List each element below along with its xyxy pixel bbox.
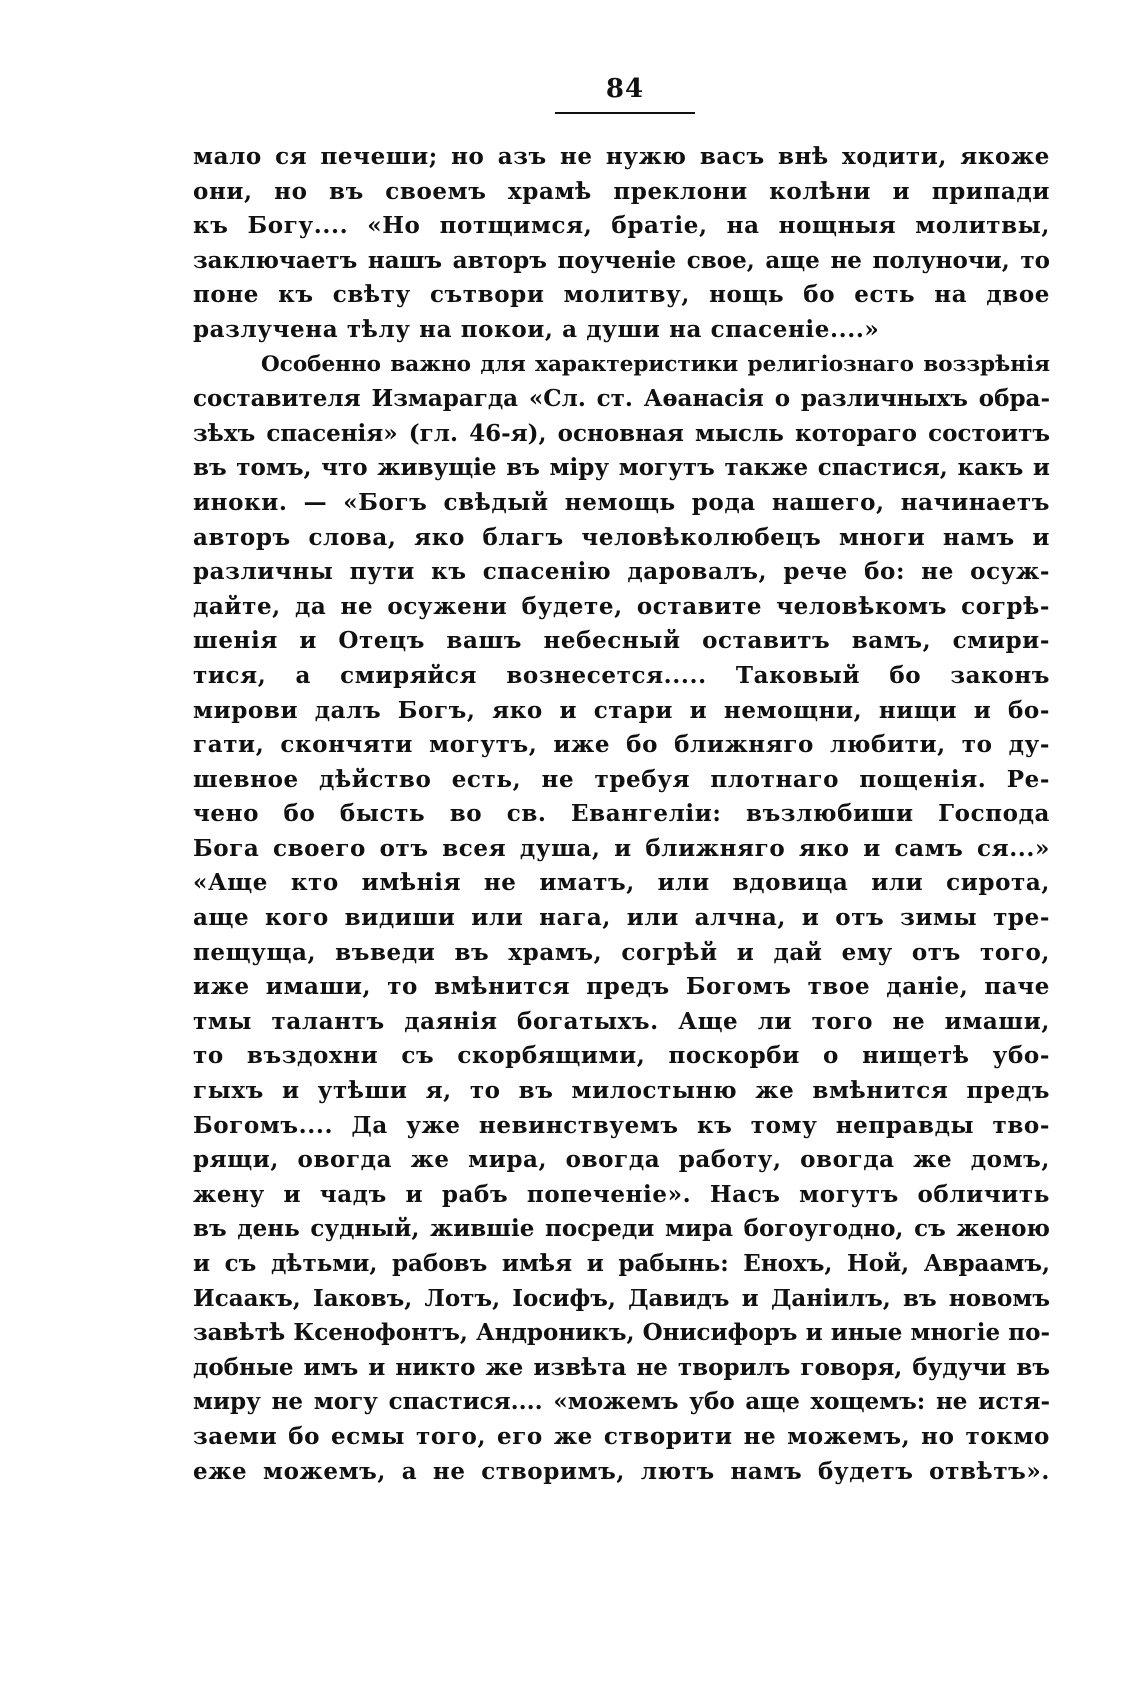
text-line: составителя Измарагда «Сл. ст. Аѳанасія о различныхъ обра-: [193, 385, 1050, 413]
text-line: авторъ слова, яко благъ человѣколюбецъ многи намъ и: [193, 523, 1050, 551]
text-line: дайте, да не осужени будете, оставите человѣкомъ согрѣ-: [193, 592, 1050, 620]
page-number-block: [555, 74, 695, 104]
page-number-rule: [555, 112, 695, 114]
text-line: чено бо бысть во св. Евангеліи: възлюбиши Господа: [193, 800, 1050, 828]
body-text: [193, 140, 1050, 1489]
text-line: Богомъ.... Да уже невинствуемъ къ тому неправды тво-: [193, 1111, 1050, 1139]
text-line: Исаакъ, Іаковъ, Лотъ, Іосифъ, Давидъ и Даніилъ, въ новомъ: [193, 1284, 1050, 1312]
text-line: шенія и Отецъ вашъ небесный оставитъ вамъ, смири-: [193, 627, 1050, 655]
text-line: тмы талантъ даянія богатыхъ. Аще ли того не имаши,: [193, 1007, 1050, 1035]
text-line: то въздохни съ скорбящими, поскорби о нищетѣ убо-: [193, 1042, 1050, 1070]
text-line: пещуща, въведи въ храмъ, согрѣй и дай ему отъ того,: [193, 938, 1050, 966]
text-line: разлучена тѣлу на покои, а души на спасеніе....»: [193, 315, 880, 343]
text-line: гати, скончяти могутъ, иже бо ближняго любити, то ду-: [193, 731, 1050, 759]
text-line: въ томъ, что живущіе въ міру могутъ также спастися, какъ и: [193, 454, 1050, 482]
text-line: иже имаши, то вмѣнится предъ Богомъ твое даніе, паче: [193, 973, 1050, 1001]
text-line: рящи, овогда же мира, овогда работу, овогда же домъ,: [193, 1146, 1050, 1174]
text-line: тися, а смиряйся вознесется..... Таковый бо законъ: [193, 661, 1050, 689]
text-line: «Аще кто имѣнія не иматъ, или вдовица или сирота,: [193, 869, 1050, 897]
text-line: добные имъ и никто же извѣта не творилъ говоря, будучи въ: [193, 1353, 1050, 1381]
page-number: 84: [605, 74, 645, 104]
text-line: заключаетъ нашъ авторъ поученіе свое, аще не полуночи, то: [193, 246, 1050, 274]
text-line: жену и чадъ и рабъ попеченіе». Насъ могутъ обличить: [193, 1180, 1050, 1208]
text-line: гыхъ и утѣши я, то въ милостыню же вмѣнится предъ: [193, 1077, 1050, 1105]
text-line: и съ дѣтьми, рабовъ имѣя и рабынь: Енохъ, Ной, Авраамъ,: [193, 1250, 1050, 1277]
text-line: завѣтѣ Ксенофонтъ, Андроникъ, Онисифоръ и иные многіе по-: [193, 1319, 1050, 1347]
text-line: поне къ свѣту сътвори молитву, нощь бо есть на двое: [193, 281, 1050, 309]
text-line: мало ся печеши; но азъ не нужю васъ внѣ ходити, якоже: [193, 143, 1050, 170]
text-line: въ день судный, жившіе посреди мира богоугодно, съ женою: [193, 1215, 1050, 1243]
text-line: зѣхъ спасенія» (гл. 46-я), основная мысль котораго состоитъ: [193, 419, 1050, 447]
text-line: Бога своего отъ всея душа, и ближняго яко и самъ ся...»: [193, 834, 1050, 862]
text-line: еже можемъ, а не створимъ, лютъ намъ будетъ отвѣтъ».: [193, 1457, 1050, 1485]
text-line: къ Богу.... «Но потщимся, братіе, на нощныя молитвы,: [193, 212, 1050, 240]
text-line: они, но въ своемъ храмѣ преклони колѣни и припади: [193, 177, 1050, 205]
text-line: миру не могу спастися.... «можемъ убо аще хощемъ: не истя-: [193, 1388, 1050, 1416]
text-line: заеми бо есмы того, его же створити не можемъ, но токмо: [193, 1422, 1050, 1450]
text-line: иноки. — «Богъ свѣдый немощь рода нашего, начинаетъ: [193, 488, 1050, 516]
text-line: мирови далъ Богъ, яко и стари и немощни, нищи и бо-: [193, 696, 1050, 724]
text-line: аще кого видиши или нага, или алчна, и отъ зимы тре-: [193, 904, 1050, 932]
text-line: различны пути къ спасенію даровалъ, рече бо: не осуж-: [193, 558, 1050, 586]
text-line: шевное дѣйство есть, не требуя плотнаго пощенія. Ре-: [193, 765, 1050, 793]
paragraph-first-line: Особенно важно для характеристики религіознаго воззрѣнія: [261, 351, 1050, 377]
